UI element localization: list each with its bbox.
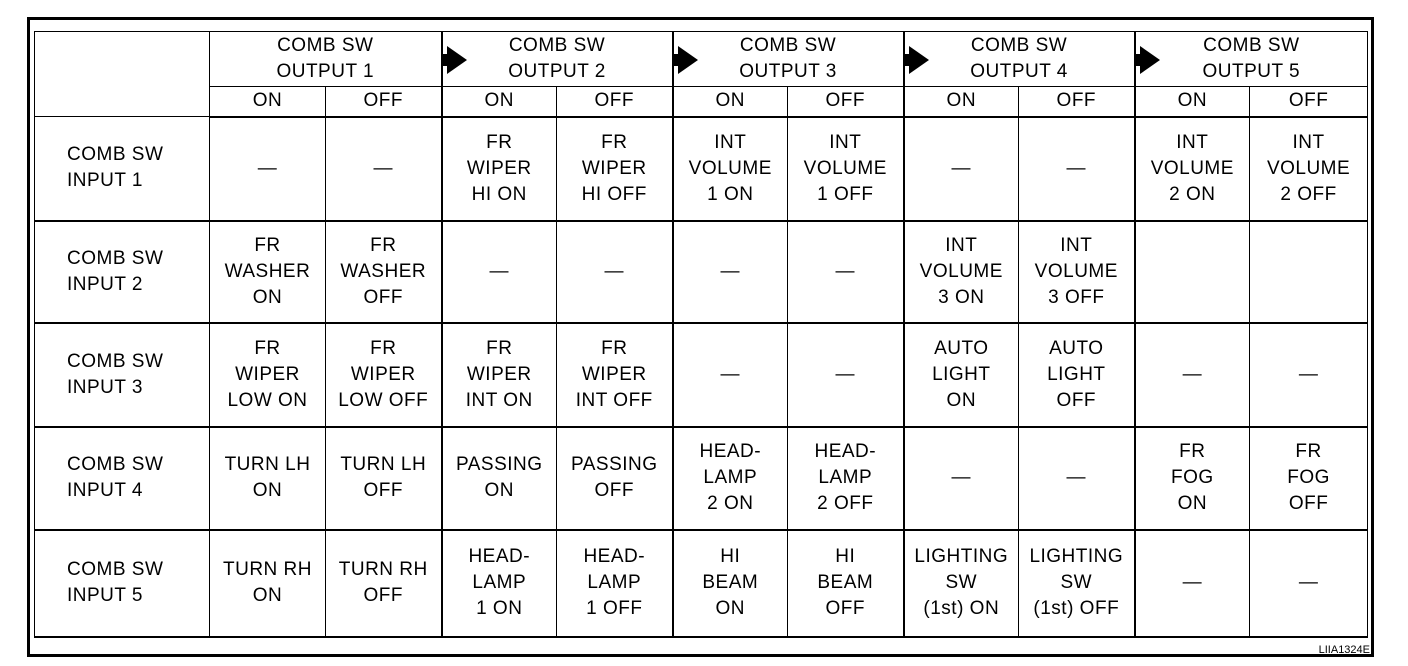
state-on: ON: [1135, 87, 1250, 117]
table-cell: TURN RH ON: [210, 530, 326, 637]
table-cell: HI BEAM ON: [673, 530, 788, 637]
right-arrow-icon: [1135, 46, 1160, 74]
state-off: OFF: [1250, 87, 1368, 117]
table-cell: TURN RH OFF: [326, 530, 442, 637]
table-cell: FR WASHER OFF: [326, 221, 442, 323]
table-row: [35, 117, 1368, 221]
table-cell: —: [904, 427, 1019, 530]
table-cell: AUTO LIGHT OFF: [1019, 323, 1135, 427]
table-cell: —: [1019, 117, 1135, 221]
state-off: OFF: [788, 87, 904, 117]
table-cell: LIGHTING SW (1st) ON: [904, 530, 1019, 637]
table-cell: —: [788, 221, 904, 323]
right-arrow-icon: [442, 46, 467, 74]
table-cell: TURN LH ON: [210, 427, 326, 530]
table-cell: [1250, 221, 1368, 323]
table-cell: —: [442, 221, 557, 323]
table-cell: —: [788, 323, 904, 427]
table-cell: [1135, 221, 1250, 323]
table-row: [35, 221, 1368, 323]
table-cell: FR WIPER INT OFF: [557, 323, 673, 427]
table-cell: —: [557, 221, 673, 323]
table-cell: —: [673, 221, 788, 323]
output-header-2: COMB SW OUTPUT 2: [442, 32, 673, 87]
state-off: OFF: [557, 87, 673, 117]
table-cell: INT VOLUME 3 ON: [904, 221, 1019, 323]
table-cell: INT VOLUME 1 OFF: [788, 117, 904, 221]
input-row-label: COMB SW INPUT 2: [35, 221, 210, 323]
table-cell: HEAD- LAMP 2 ON: [673, 427, 788, 530]
table-cell: INT VOLUME 3 OFF: [1019, 221, 1135, 323]
table-cell: INT VOLUME 2 OFF: [1250, 117, 1368, 221]
table-cell: —: [1250, 323, 1368, 427]
right-arrow-icon: [904, 46, 929, 74]
table-cell: FR FOG ON: [1135, 427, 1250, 530]
table-cell: HEAD- LAMP 1 OFF: [557, 530, 673, 637]
table-cell: FR WIPER HI OFF: [557, 117, 673, 221]
table-cell: FR FOG OFF: [1250, 427, 1368, 530]
corner-cell: [35, 32, 210, 117]
input-row-label: COMB SW INPUT 1: [35, 117, 210, 221]
table-cell: TURN LH OFF: [326, 427, 442, 530]
table-cell: —: [1135, 323, 1250, 427]
table-cell: —: [210, 117, 326, 221]
table-cell: INT VOLUME 2 ON: [1135, 117, 1250, 221]
state-on: ON: [673, 87, 788, 117]
table-cell: —: [904, 117, 1019, 221]
input-row-label: COMB SW INPUT 3: [35, 323, 210, 427]
table-cell: FR WIPER HI ON: [442, 117, 557, 221]
table-cell: FR WIPER INT ON: [442, 323, 557, 427]
table-cell: INT VOLUME 1 ON: [673, 117, 788, 221]
table-row: [35, 427, 1368, 530]
table-row: [35, 530, 1368, 637]
input-row-label: COMB SW INPUT 5: [35, 530, 210, 637]
table-cell: —: [673, 323, 788, 427]
table-cell: FR WASHER ON: [210, 221, 326, 323]
table-cell: —: [1250, 530, 1368, 637]
output-header-4: COMB SW OUTPUT 4: [904, 32, 1135, 87]
table-cell: PASSING ON: [442, 427, 557, 530]
state-off: OFF: [1019, 87, 1135, 117]
table-cell: —: [1135, 530, 1250, 637]
right-arrow-icon: [673, 46, 698, 74]
state-on: ON: [210, 87, 326, 117]
table-cell: AUTO LIGHT ON: [904, 323, 1019, 427]
output-header-3: COMB SW OUTPUT 3: [673, 32, 904, 87]
table-row: [35, 323, 1368, 427]
table-cell: HEAD- LAMP 1 ON: [442, 530, 557, 637]
table-cell: FR WIPER LOW OFF: [326, 323, 442, 427]
state-on: ON: [904, 87, 1019, 117]
table-cell: HEAD- LAMP 2 OFF: [788, 427, 904, 530]
output-header-5: COMB SW OUTPUT 5: [1135, 32, 1368, 87]
table-cell: —: [326, 117, 442, 221]
output-header-1: COMB SW OUTPUT 1: [210, 32, 442, 87]
table-cell: FR WIPER LOW ON: [210, 323, 326, 427]
table-cell: —: [1019, 427, 1135, 530]
switch-matrix-table: [34, 31, 1368, 638]
table-cell: HI BEAM OFF: [788, 530, 904, 637]
table-cell: LIGHTING SW (1st) OFF: [1019, 530, 1135, 637]
figure-code: LIIA1324E: [1318, 644, 1370, 656]
state-on: ON: [442, 87, 557, 117]
input-row-label: COMB SW INPUT 4: [35, 427, 210, 530]
table-cell: PASSING OFF: [557, 427, 673, 530]
state-off: OFF: [326, 87, 442, 117]
